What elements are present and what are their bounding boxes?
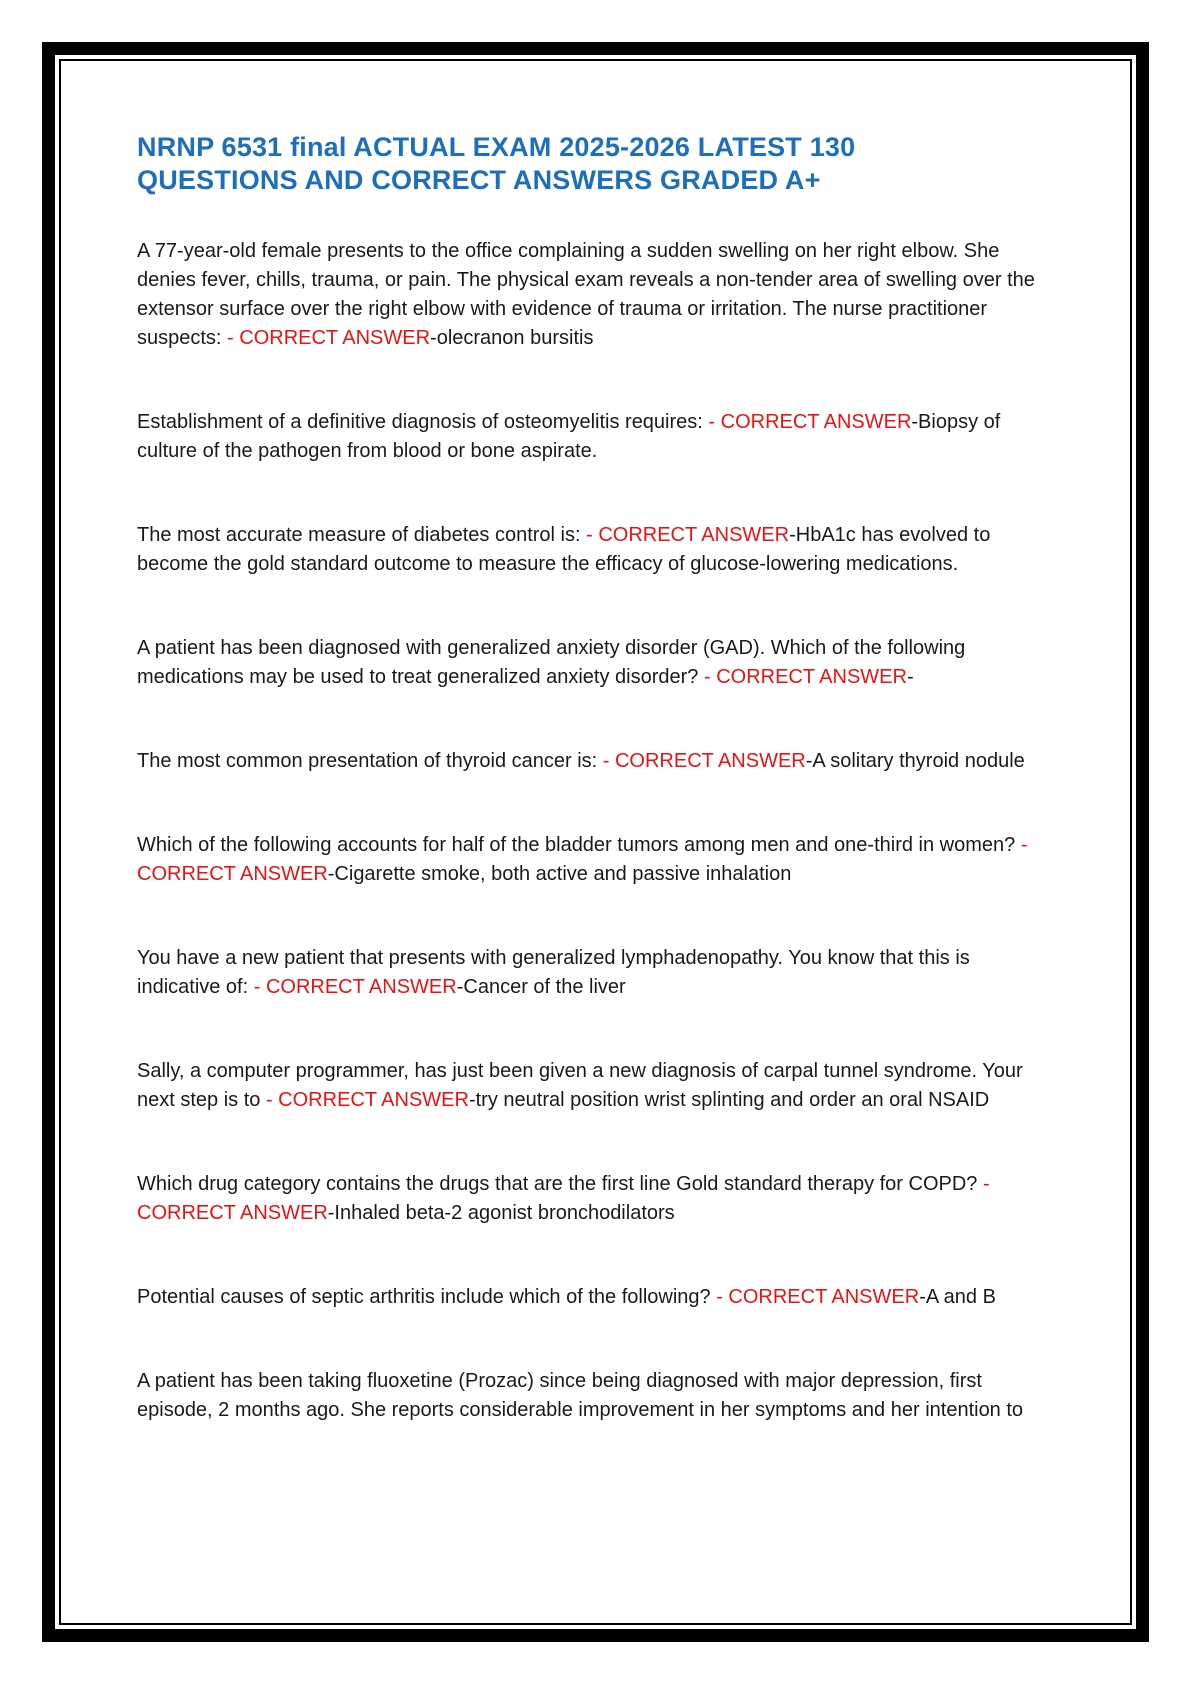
answer-text: -Cancer of the liver — [456, 975, 626, 998]
qa-item — [137, 747, 1057, 776]
qa-item — [137, 1367, 1057, 1425]
qa-item — [137, 1057, 1057, 1115]
question-text: You have a new patient that presents with generalized lymphadenopathy. You know that this is indicative of: — [137, 946, 970, 998]
correct-answer-marker: - CORRECT ANSWER — [227, 326, 431, 349]
question-text: Sally, a computer programmer, has just been given a new diagnosis of carpal tunnel syndrome. Your next step is to — [137, 1059, 1023, 1111]
correct-answer-marker: - CORRECT ANSWER — [253, 975, 457, 998]
question-text: The most accurate measure of diabetes control is: — [137, 523, 587, 546]
qa-item — [137, 944, 1057, 1002]
page-border-inner — [59, 59, 1132, 1625]
qa-item — [137, 237, 1057, 353]
answer-text: -A and B — [919, 1285, 996, 1308]
qa-item — [137, 1283, 1057, 1312]
question-text: A patient has been taking fluoxetine (Prozac) since being diagnosed with major depression, first episode, 2 months ago. She reports considerable improvement in her symptoms and her intention to — [137, 1369, 1024, 1421]
question-text: Which of the following accounts for half of the bladder tumors among men and one-third in women? — [137, 833, 1021, 856]
answer-text: -Cigarette smoke, both active and passive inhalation — [327, 862, 792, 885]
correct-answer-marker: - CORRECT ANSWER — [602, 749, 806, 772]
answer-text: -try neutral position wrist splinting and order an oral NSAID — [468, 1088, 990, 1111]
qa-item — [137, 831, 1057, 889]
correct-answer-marker: - CORRECT ANSWER — [137, 1172, 990, 1224]
question-text: The most common presentation of thyroid cancer is: — [137, 749, 603, 772]
answer-text: -Biopsy of culture of the pathogen from blood or bone aspirate. — [137, 410, 1001, 462]
correct-answer-marker: - CORRECT ANSWER — [703, 665, 907, 688]
answer-text: -Inhaled beta-2 agonist bronchodilators — [327, 1201, 675, 1224]
question-text: Potential causes of septic arthritis include which of the following? — [137, 1285, 717, 1308]
page-title: NRNP 6531 final ACTUAL EXAM 2025-2026 LATEST 130 QUESTIONS AND CORRECT ANSWERS GRADED A+ — [137, 132, 856, 195]
correct-answer-marker: - CORRECT ANSWER — [137, 833, 1028, 885]
question-text: Which drug category contains the drugs that are the first line Gold standard therapy for COPD? — [137, 1172, 983, 1195]
correct-answer-marker: - CORRECT ANSWER — [708, 410, 912, 433]
question-text: A 77-year-old female presents to the office complaining a sudden swelling on her right elbow. She denies fever, chills, trauma, or pain. The physical exam reveals a non-tender area of swelling over the extensor surface over the right elbow with evidence of trauma or irritation. The nurse practitioner suspects: — [137, 239, 1035, 349]
qa-item — [137, 521, 1057, 579]
correct-answer-marker: - CORRECT ANSWER — [265, 1088, 469, 1111]
qa-item — [137, 408, 1057, 466]
answer-text: -HbA1c has evolved to become the gold standard outcome to measure the efficacy of glucose-lowering medications. — [137, 523, 991, 575]
correct-answer-marker: - CORRECT ANSWER — [716, 1285, 920, 1308]
qa-item — [137, 634, 1057, 692]
answer-text: -A solitary thyroid nodule — [805, 749, 1025, 772]
question-text: A patient has been diagnosed with generalized anxiety disorder (GAD). Which of the following medications may be used to treat generalized anxiety disorder? — [137, 636, 966, 688]
answer-text: -olecranon bursitis — [430, 326, 594, 349]
qa-item — [137, 1170, 1057, 1228]
question-text: Establishment of a definitive diagnosis of osteomyelitis requires: — [137, 410, 709, 433]
correct-answer-marker: - CORRECT ANSWER — [586, 523, 790, 546]
page-border-frame — [42, 42, 1149, 1642]
answer-text: - — [906, 665, 914, 688]
